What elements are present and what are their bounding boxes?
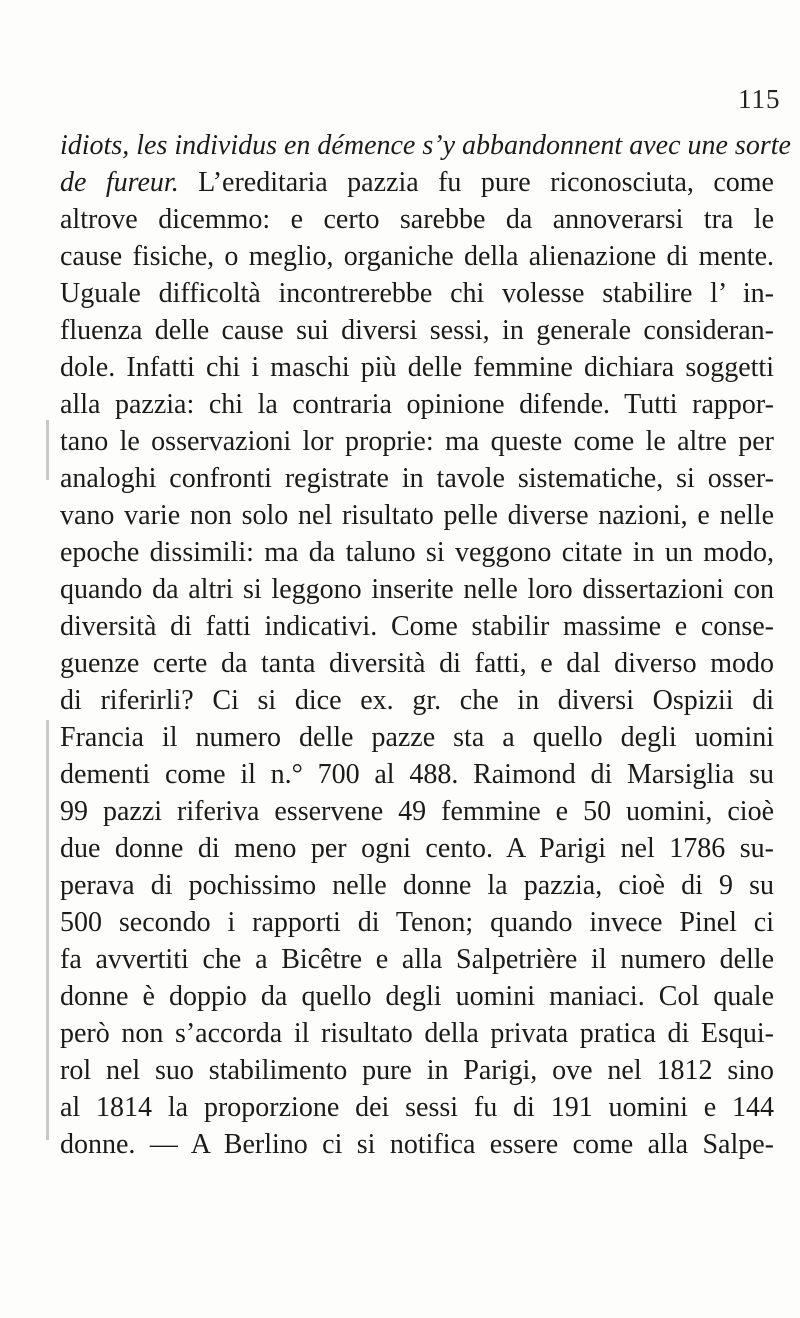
- text-line: donne è doppio da quello degli uomini maniaci. Col quale: [60, 981, 774, 1012]
- text-line: dole. Infatti chi i maschi più delle femmine dichiara soggetti: [60, 352, 774, 383]
- text-line: al 1814 la proporzione dei sessi fu di 191 uomini e 144: [60, 1092, 774, 1123]
- text-line: de fureur. L’ereditaria pazzia fu pure riconosciuta, come: [60, 167, 774, 198]
- body-text: [60, 127, 791, 1163]
- text-line: epoche dissimili: ma da taluno si veggono citate in un modo,: [60, 537, 774, 568]
- text-line: alla pazzia: chi la contraria opinione difende. Tutti rappor-: [60, 389, 774, 420]
- text-line: idiots, les individus en démence s’y abbandonnent avec une sorte: [60, 130, 791, 161]
- text-line: analoghi confronti registrate in tavole sistematiche, si osser-: [60, 463, 774, 494]
- text-line: però non s’accorda il risultato della privata pratica di Esqui-: [60, 1018, 774, 1049]
- text-line: quando da altri si leggono inserite nelle loro dissertazioni con: [60, 574, 774, 605]
- text-line: fluenza delle cause sui diversi sessi, in generale consideran-: [60, 315, 774, 346]
- text-line: rol nel suo stabilimento pure in Parigi, ove nel 1812 sino: [60, 1055, 774, 1086]
- gutter-shadow: [46, 720, 49, 1140]
- text-line: Francia il numero delle pazze sta a quello degli uomini: [60, 722, 774, 753]
- text-line: guenze certe da tanta diversità di fatti, e dal diverso modo: [60, 648, 774, 679]
- text-line: 99 pazzi riferiva esservene 49 femmine e 50 uomini, cioè: [60, 796, 774, 827]
- text-line: diversità di fatti indicativi. Come stabilir massime e conse-: [60, 611, 774, 642]
- text-line: 500 secondo i rapporti di Tenon; quando invece Pinel ci: [60, 907, 774, 938]
- text-line: Uguale difficoltà incontrerebbe chi volesse stabilire l’ in-: [60, 278, 774, 309]
- page-number: 115: [738, 84, 781, 114]
- text-line: dementi come il n.° 700 al 488. Raimond di Marsiglia su: [60, 759, 774, 790]
- text-line: perava di pochissimo nelle donne la pazzia, cioè di 9 su: [60, 870, 774, 901]
- text-line: tano le osservazioni lor proprie: ma queste come le altre per: [60, 426, 774, 457]
- text-line: cause fisiche, o meglio, organiche della alienazione di mente.: [60, 241, 774, 272]
- text-line: altrove dicemmo: e certo sarebbe da annoverarsi tra le: [60, 204, 774, 235]
- text-line: due donne di meno per ogni cento. A Parigi nel 1786 su-: [60, 833, 774, 864]
- text-line: vano varie non solo nel risultato pelle diverse nazioni, e nelle: [60, 500, 774, 531]
- text-line: fa avvertiti che a Bicêtre e alla Salpetrière il numero delle: [60, 944, 774, 975]
- text-line: donne. — A Berlino ci si notifica essere come alla Salpe-: [60, 1129, 774, 1160]
- gutter-shadow: [46, 420, 49, 480]
- text-line: di riferirli? Ci si dice ex. gr. che in diversi Ospizii di: [60, 685, 774, 716]
